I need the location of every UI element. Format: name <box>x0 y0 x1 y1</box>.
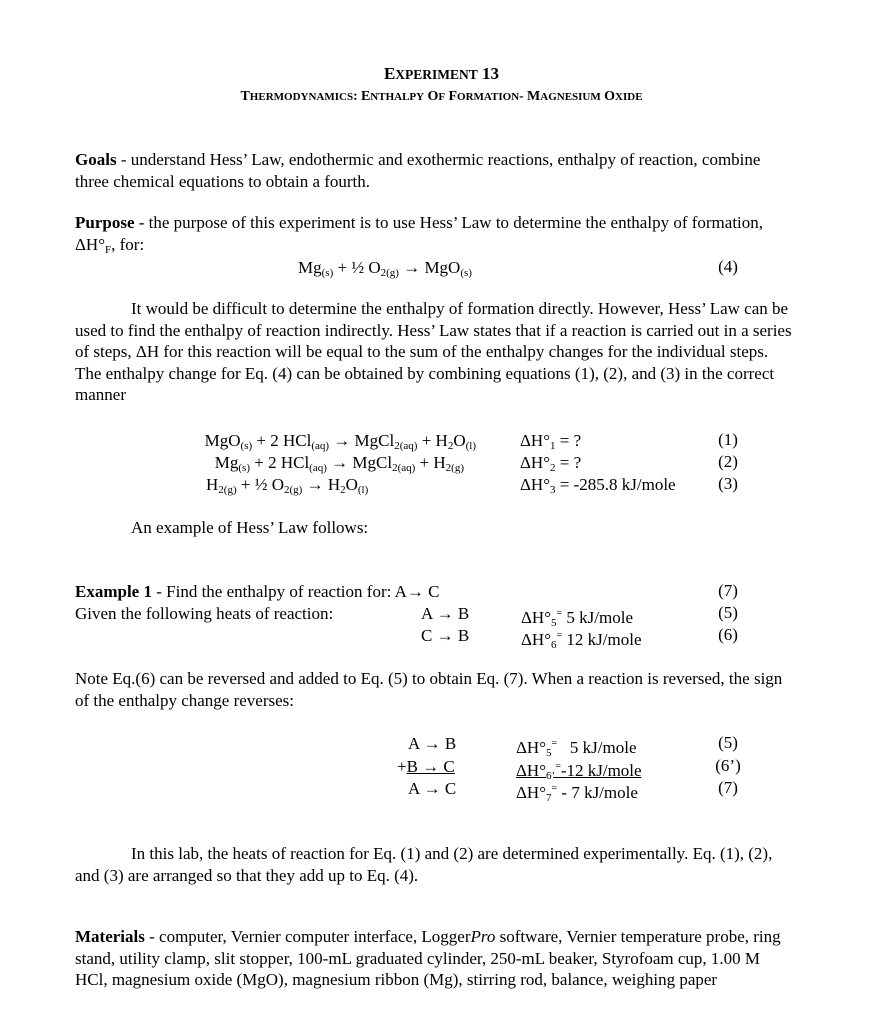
sum-reaction-6-reversed: +B → C <box>397 757 455 776</box>
goals-paragraph <box>75 149 795 192</box>
equation-4: $Mg_{(s)}$ + ½ $O_{2(g)} \to MgO_{(s)}$ <box>298 258 472 279</box>
experiment-title <box>0 64 883 84</box>
reaction-1-enthalpy: $\Delta H^\circ_1$ = ? <box>520 431 582 452</box>
reaction-1: MgO$_{(s)}$ + 2 HCl$_{(aq)}$ → MgCl$_{2(aq)}$ + $H_2O_{(l)}$ <box>204 431 476 452</box>
purpose-text: - the purpose of this experiment is to use Hess’ Law to determine the enthalpy of formation, ΔH° <box>75 213 764 254</box>
sum-reaction-5: A → B <box>408 734 457 753</box>
sum-6-number: (6’) <box>715 756 741 775</box>
reaction-3-enthalpy: $\Delta H^\circ_3 = -285.8$ kJ/mole <box>520 475 676 496</box>
reaction-2-number: (2) <box>718 452 738 471</box>
experiment-word: EXPERIMENT <box>383 64 478 83</box>
sum-reaction-7: A → C <box>408 779 457 798</box>
reaction-1-number: (1) <box>718 430 738 449</box>
example-6-number: (6) <box>718 625 738 644</box>
goals-label: Goals <box>75 150 117 169</box>
example-5-number: (5) <box>718 603 738 622</box>
example-reaction-6: C → B <box>421 626 470 645</box>
reaction-2-enthalpy: $\Delta H^\circ_2$ = ? <box>520 453 582 474</box>
purpose-label: Purpose <box>75 213 135 232</box>
experiment-number: 13 <box>482 64 500 83</box>
reaction-3-number: (3) <box>718 474 738 493</box>
goals-text: - understand Hess’ Law, endothermic and exothermic reactions, enthalpy of reaction, combine three chemical equations to obtain a fourth. <box>75 150 761 191</box>
example-7-number: (7) <box>718 581 738 600</box>
lab-paragraph: In this lab, the heats of reaction for Eq. (1) and (2) are determined experimentally. Eq. (1), (2), and (3) are arranged so that they add up to Eq. (4). <box>75 844 773 885</box>
subtitle-enthalpy: ENTHALPY OF FORMATION <box>360 89 520 104</box>
sum-5-number: (5) <box>718 733 738 752</box>
experiment-subtitle: THERMODYNAMICS: ENTHALPY OF FORMATION- MAGNESIUM OXIDE <box>240 88 643 104</box>
example-1-label: Example 1 <box>75 582 152 601</box>
materials-paragraph: Materials - computer, Vernier computer interface, LoggerPro software, Vernier temperature probe, ring stand, utility clamp, slit stopper, 100-mL graduated cylinder, 250-mL beaker, Styrofoam cup, 1.00 M HCl, magnesium oxide (MgO), magnesium ribbon (Mg), stirring rod, balance, weighing paper <box>75 927 781 989</box>
subtitle-thermodynamics: THERMODYNAMICS <box>240 89 354 104</box>
example-enthalpy-6: $\Delta H^\circ_6^=$ 12 kJ/mole <box>521 630 642 651</box>
example-1-heading: Example 1 - Find the enthalpy of reaction for: A→ C <box>75 582 440 601</box>
subtitle-magnesium-oxide: MAGNESIUM OXIDE <box>527 89 643 104</box>
reaction-2: $Mg_{(s)} + 2$ HCl$_{(aq)}$ → MgCl$_{2(aq)}$ + $H_{2(g)}$ <box>214 453 464 474</box>
example-enthalpy-5: $\Delta H^\circ_5^=$ 5 kJ/mole <box>521 608 633 629</box>
note-paragraph: Note Eq.(6) can be reversed and added to Eq. (5) to obtain Eq. (7). When a reaction is reversed, the sign of the enthalpy change reverses: <box>75 669 783 710</box>
sum-7-number: (7) <box>718 778 738 797</box>
reaction-3: $H_{2(g)}$ + ½ $O_{2(g)} \to H_2O_{(l)}$ <box>206 475 369 496</box>
equation-4-number: (4) <box>718 257 738 276</box>
sum-enthalpy-6-reversed: $\Delta H^\circ_{6’}^=-12$ kJ/mole <box>516 761 642 782</box>
materials-label: Materials <box>75 927 145 946</box>
example-given: Given the following heats of reaction: <box>75 604 334 623</box>
example-intro: An example of Hess’ Law follows: <box>131 518 369 537</box>
example-reaction-5: A → B <box>421 604 470 623</box>
purpose-paragraph: Purpose - the purpose of this experiment is to use Hess’ Law to determine the enthalpy of formation, $\Delta H^\circ_F$, for: <box>75 213 764 256</box>
hess-law-paragraph: It would be difficult to determine the enthalpy of formation directly. However, Hess’ Law can be used to find the enthalpy of reaction indirectly. Hess’ Law states that if a reaction is carried out in a series of steps, ΔH for this reaction will be equal to the sum of the enthalpy changes for the individual steps. The enthalpy change for Eq. (4) can be obtained by combining equations (1), (2), and (3) in the correct manner <box>75 299 792 404</box>
sum-enthalpy-5: $\Delta H^\circ_5^=$ 5 kJ/mole <box>516 738 637 759</box>
sum-enthalpy-7: $\Delta H^\circ_7^= - 7$ kJ/mole <box>516 783 638 804</box>
